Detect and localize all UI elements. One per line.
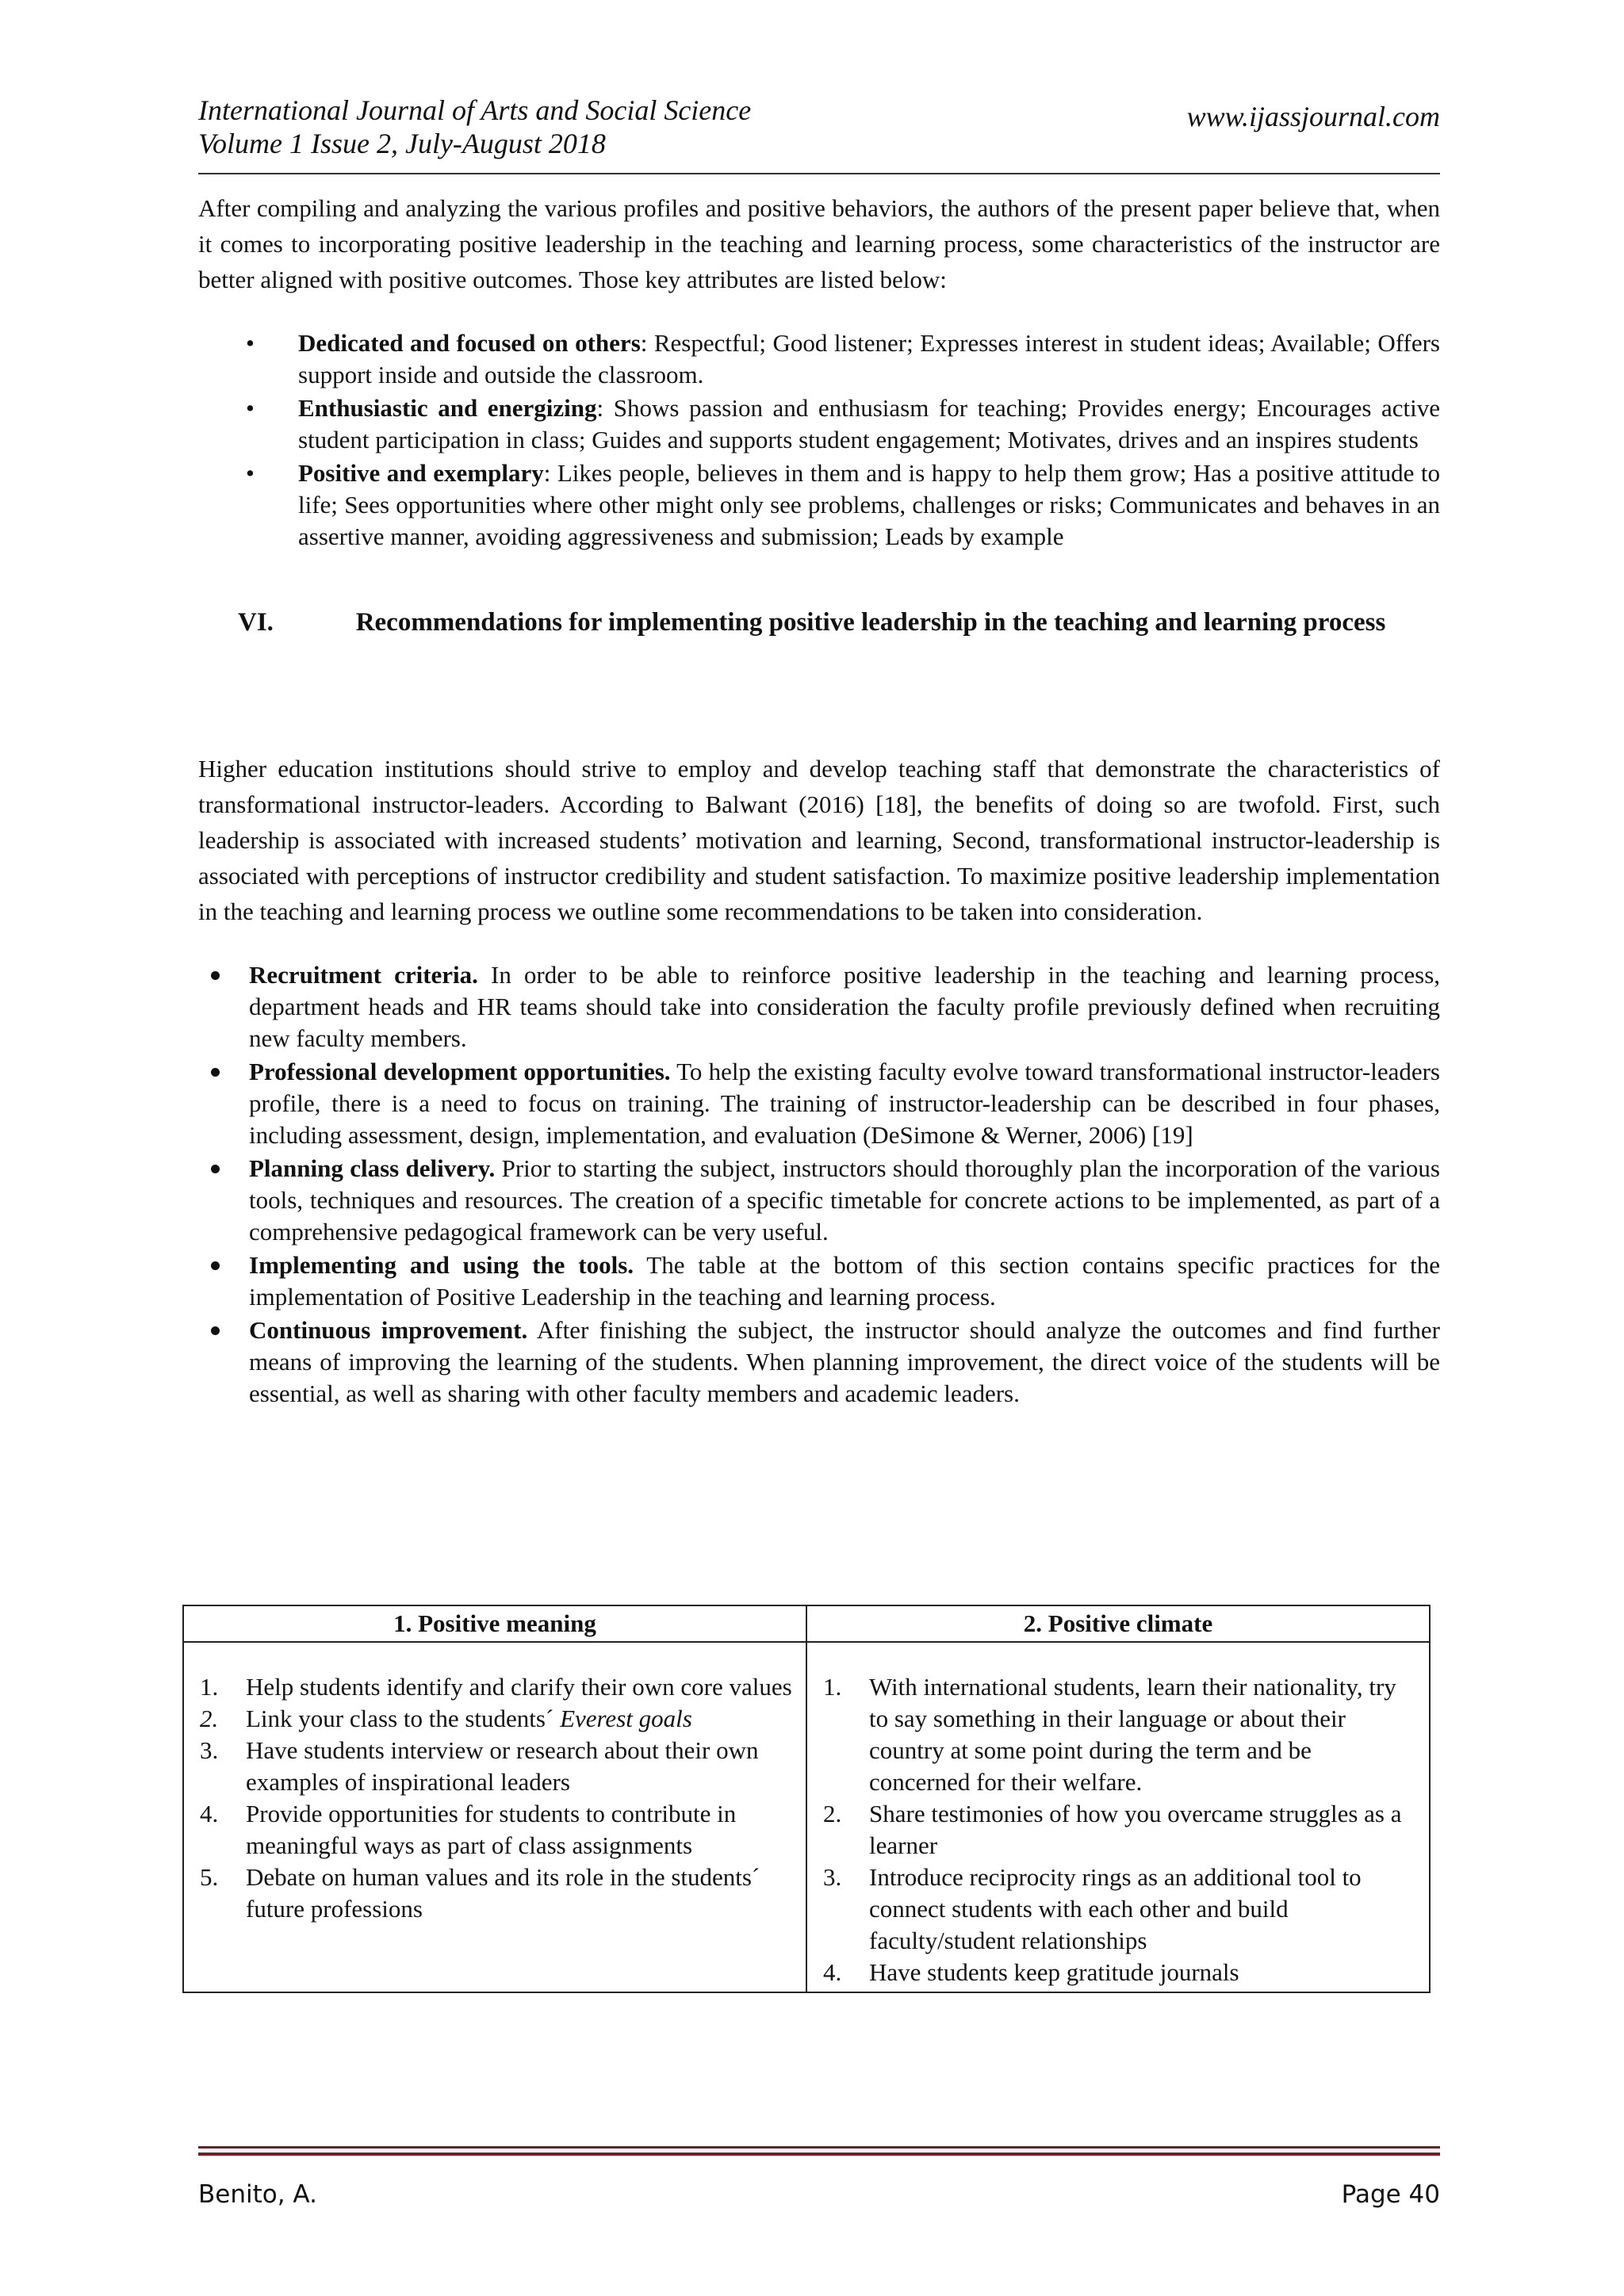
item-number: 4. <box>200 1800 219 1827</box>
footer-divider <box>198 2146 1440 2149</box>
table-row <box>183 1642 1430 1992</box>
section-heading <box>198 605 1440 684</box>
item-number: 1. <box>823 1673 842 1701</box>
recommendation-term: Recruitment criteria. <box>249 961 478 989</box>
positive-meaning-list <box>189 1671 795 1925</box>
recommendations-intro: Higher education institutions should strive to employ and develop teaching staff that demonstrate the characteristics of transformational instructor-leaders. According to Balwant (2016) [18], the benefits of doing so are twofold. First, such leadership is associated with increased students’ motivation and learning, Second, transformational instructor-leadership is associated with perceptions of instructor credibility and student satisfaction. To maximize positive leadership implementation in the teaching and learning process we outline some recommendations to be taken into consideration. <box>198 755 1440 925</box>
footer-author: Benito, A. <box>198 2180 317 2209</box>
item-text: Have students keep gratitude journals <box>869 1958 1239 1986</box>
list-item <box>198 1153 1440 1248</box>
list-item <box>198 959 1440 1054</box>
recommendation-text: Prior to starting the subject, instructors should thoroughly plan the incorporation of the various tools, techniques and resources. The creation of a specific timetable for concrete actions to be implemented, as part of a comprehensive pedagogical framework can be very useful. <box>249 1154 1440 1246</box>
recommendation-text: To help the existing faculty evolve toward transformational instructor-leaders profile, there is a need to focus on training. The training of instructor-leadership can be described in four phases, including assessment, design, implementation, and evaluation (DeSimone & Werner, 2006) [19] <box>249 1058 1440 1149</box>
list-item <box>198 457 1440 553</box>
bullet: • <box>246 459 255 487</box>
recommendation-list <box>198 959 1440 1410</box>
attribute-text: : Respectful; Good listener; Expresses interest in student ideas; Available; Offers support inside and outside the classroom. <box>298 329 1440 388</box>
item-text: Have students interview or research about their own examples of inspirational leaders <box>246 1736 759 1796</box>
item-text: Provide opportunities for students to contribute in meaningful ways as part of class assignments <box>246 1800 737 1859</box>
table-header-row <box>183 1605 1430 1642</box>
item-number: 4. <box>823 1958 842 1986</box>
list-item <box>812 1671 1418 1798</box>
item-text: Link your class to the students´ <box>246 1705 561 1732</box>
recommendation-term: Continuous improvement. <box>249 1316 528 1344</box>
attribute-list <box>198 327 1440 553</box>
recommendation-text: After finishing the subject, the instructor should analyze the outcomes and find further means of improving the learning of the students. When planning improvement, the direct voice of the students will be essential, as well as sharing with other faculty members and academic leaders. <box>249 1316 1440 1407</box>
list-item <box>198 1249 1440 1313</box>
page-header <box>198 94 1440 174</box>
journal-website: www.ijassjournal.com <box>1186 101 1440 132</box>
list-item <box>189 1798 795 1862</box>
item-text: Help students identify and clarify their own core values <box>246 1673 792 1701</box>
list-item <box>189 1862 795 1925</box>
bullet: • <box>246 394 255 422</box>
column-header-positive-meaning: 1. Positive meaning <box>183 1605 806 1642</box>
bullet-dot <box>211 1326 220 1335</box>
item-text: Introduce reciprocity rings as an additional tool to connect students with each other and build faculty/student relationships <box>869 1863 1362 1954</box>
positive-climate-list <box>812 1671 1418 1988</box>
item-number: 1. <box>200 1673 219 1701</box>
bullet-dot <box>211 1261 220 1270</box>
list-item <box>198 1056 1440 1151</box>
bullet: • <box>246 329 255 357</box>
item-number: 2. <box>200 1705 219 1732</box>
list-item <box>198 1314 1440 1410</box>
column-header-positive-climate: 2. Positive climate <box>806 1605 1430 1642</box>
recommendation-text: The table at the bottom of this section contains specific practices for the implementation of Positive Leadership in the teaching and learning process. <box>249 1251 1440 1311</box>
item-number: 5. <box>200 1863 219 1891</box>
attribute-text: : Shows passion and enthusiasm for teaching; Provides energy; Encourages active student participation in class; Guides and supports student engagement; Motivates, drives and an inspires students <box>298 394 1441 453</box>
footer-divider-thick <box>198 2152 1440 2156</box>
list-item <box>189 1735 795 1798</box>
list-item <box>198 327 1440 391</box>
section-number: VI. <box>238 608 274 637</box>
journal-volume: Volume 1 Issue 2, July-August 2018 <box>198 128 606 159</box>
attribute-text: : Likes people, believes in them and is happy to help them grow; Has a positive attitude to life; Sees opportunities where other might only see problems, challenges or risks; Communicates and behaves in an assertive manner, avoiding aggressiveness and submission; Leads by example <box>298 459 1440 550</box>
bullet-dot <box>211 1165 220 1173</box>
item-text: Debate on human values and its role in the students´ future professions <box>246 1863 760 1923</box>
list-item <box>189 1671 795 1703</box>
journal-title: International Journal of Arts and Social Science <box>198 94 752 126</box>
section-title: Recommendations for implementing positive leadership in the teaching and learning process <box>355 608 1386 637</box>
intro-paragraph: After compiling and analyzing the various profiles and positive behaviors, the authors of the present paper believe that, when it comes to incorporating positive leadership in the teaching and learning process, some characteristics of the instructor are better aligned with positive outcomes. Those key attributes are listed below: <box>198 194 1440 293</box>
item-number: 2. <box>823 1800 842 1827</box>
list-item <box>198 392 1440 456</box>
page-body <box>198 190 1440 1411</box>
recommendation-text: In order to be able to reinforce positive leadership in the teaching and learning process, department heads and HR teams should take into consideration the faculty profile previously defined when recruiting new faculty members. <box>249 961 1441 1052</box>
recommendation-term: Planning class delivery. <box>249 1154 496 1182</box>
list-item <box>812 1798 1418 1862</box>
attribute-term: Enthusiastic and energizing <box>298 394 597 422</box>
recommendation-term: Implementing and using the tools. <box>249 1251 634 1279</box>
list-item <box>812 1957 1418 1988</box>
bullet-dot <box>211 971 220 980</box>
item-text-italic: Everest goals <box>560 1705 692 1732</box>
item-number: 3. <box>200 1736 219 1764</box>
positive-climate-cell <box>806 1642 1430 1992</box>
attribute-term: Positive and exemplary <box>298 459 544 487</box>
item-number: 3. <box>823 1863 842 1891</box>
item-text: Share testimonies of how you overcame struggles as a learner <box>869 1800 1402 1859</box>
bullet-dot <box>211 1068 220 1077</box>
page-number: Page 40 <box>1341 2180 1440 2209</box>
item-text: With international students, learn their nationality, try to say something in their language or about their country at some point during the term and be concerned for their welfare. <box>869 1673 1396 1796</box>
practices-table <box>182 1605 1431 1993</box>
recommendation-term: Professional development opportunities. <box>249 1058 671 1085</box>
journal-info <box>198 94 751 160</box>
attribute-term: Dedicated and focused on others <box>298 329 641 357</box>
list-item <box>189 1703 795 1735</box>
positive-meaning-cell <box>183 1642 806 1992</box>
list-item <box>812 1862 1418 1957</box>
